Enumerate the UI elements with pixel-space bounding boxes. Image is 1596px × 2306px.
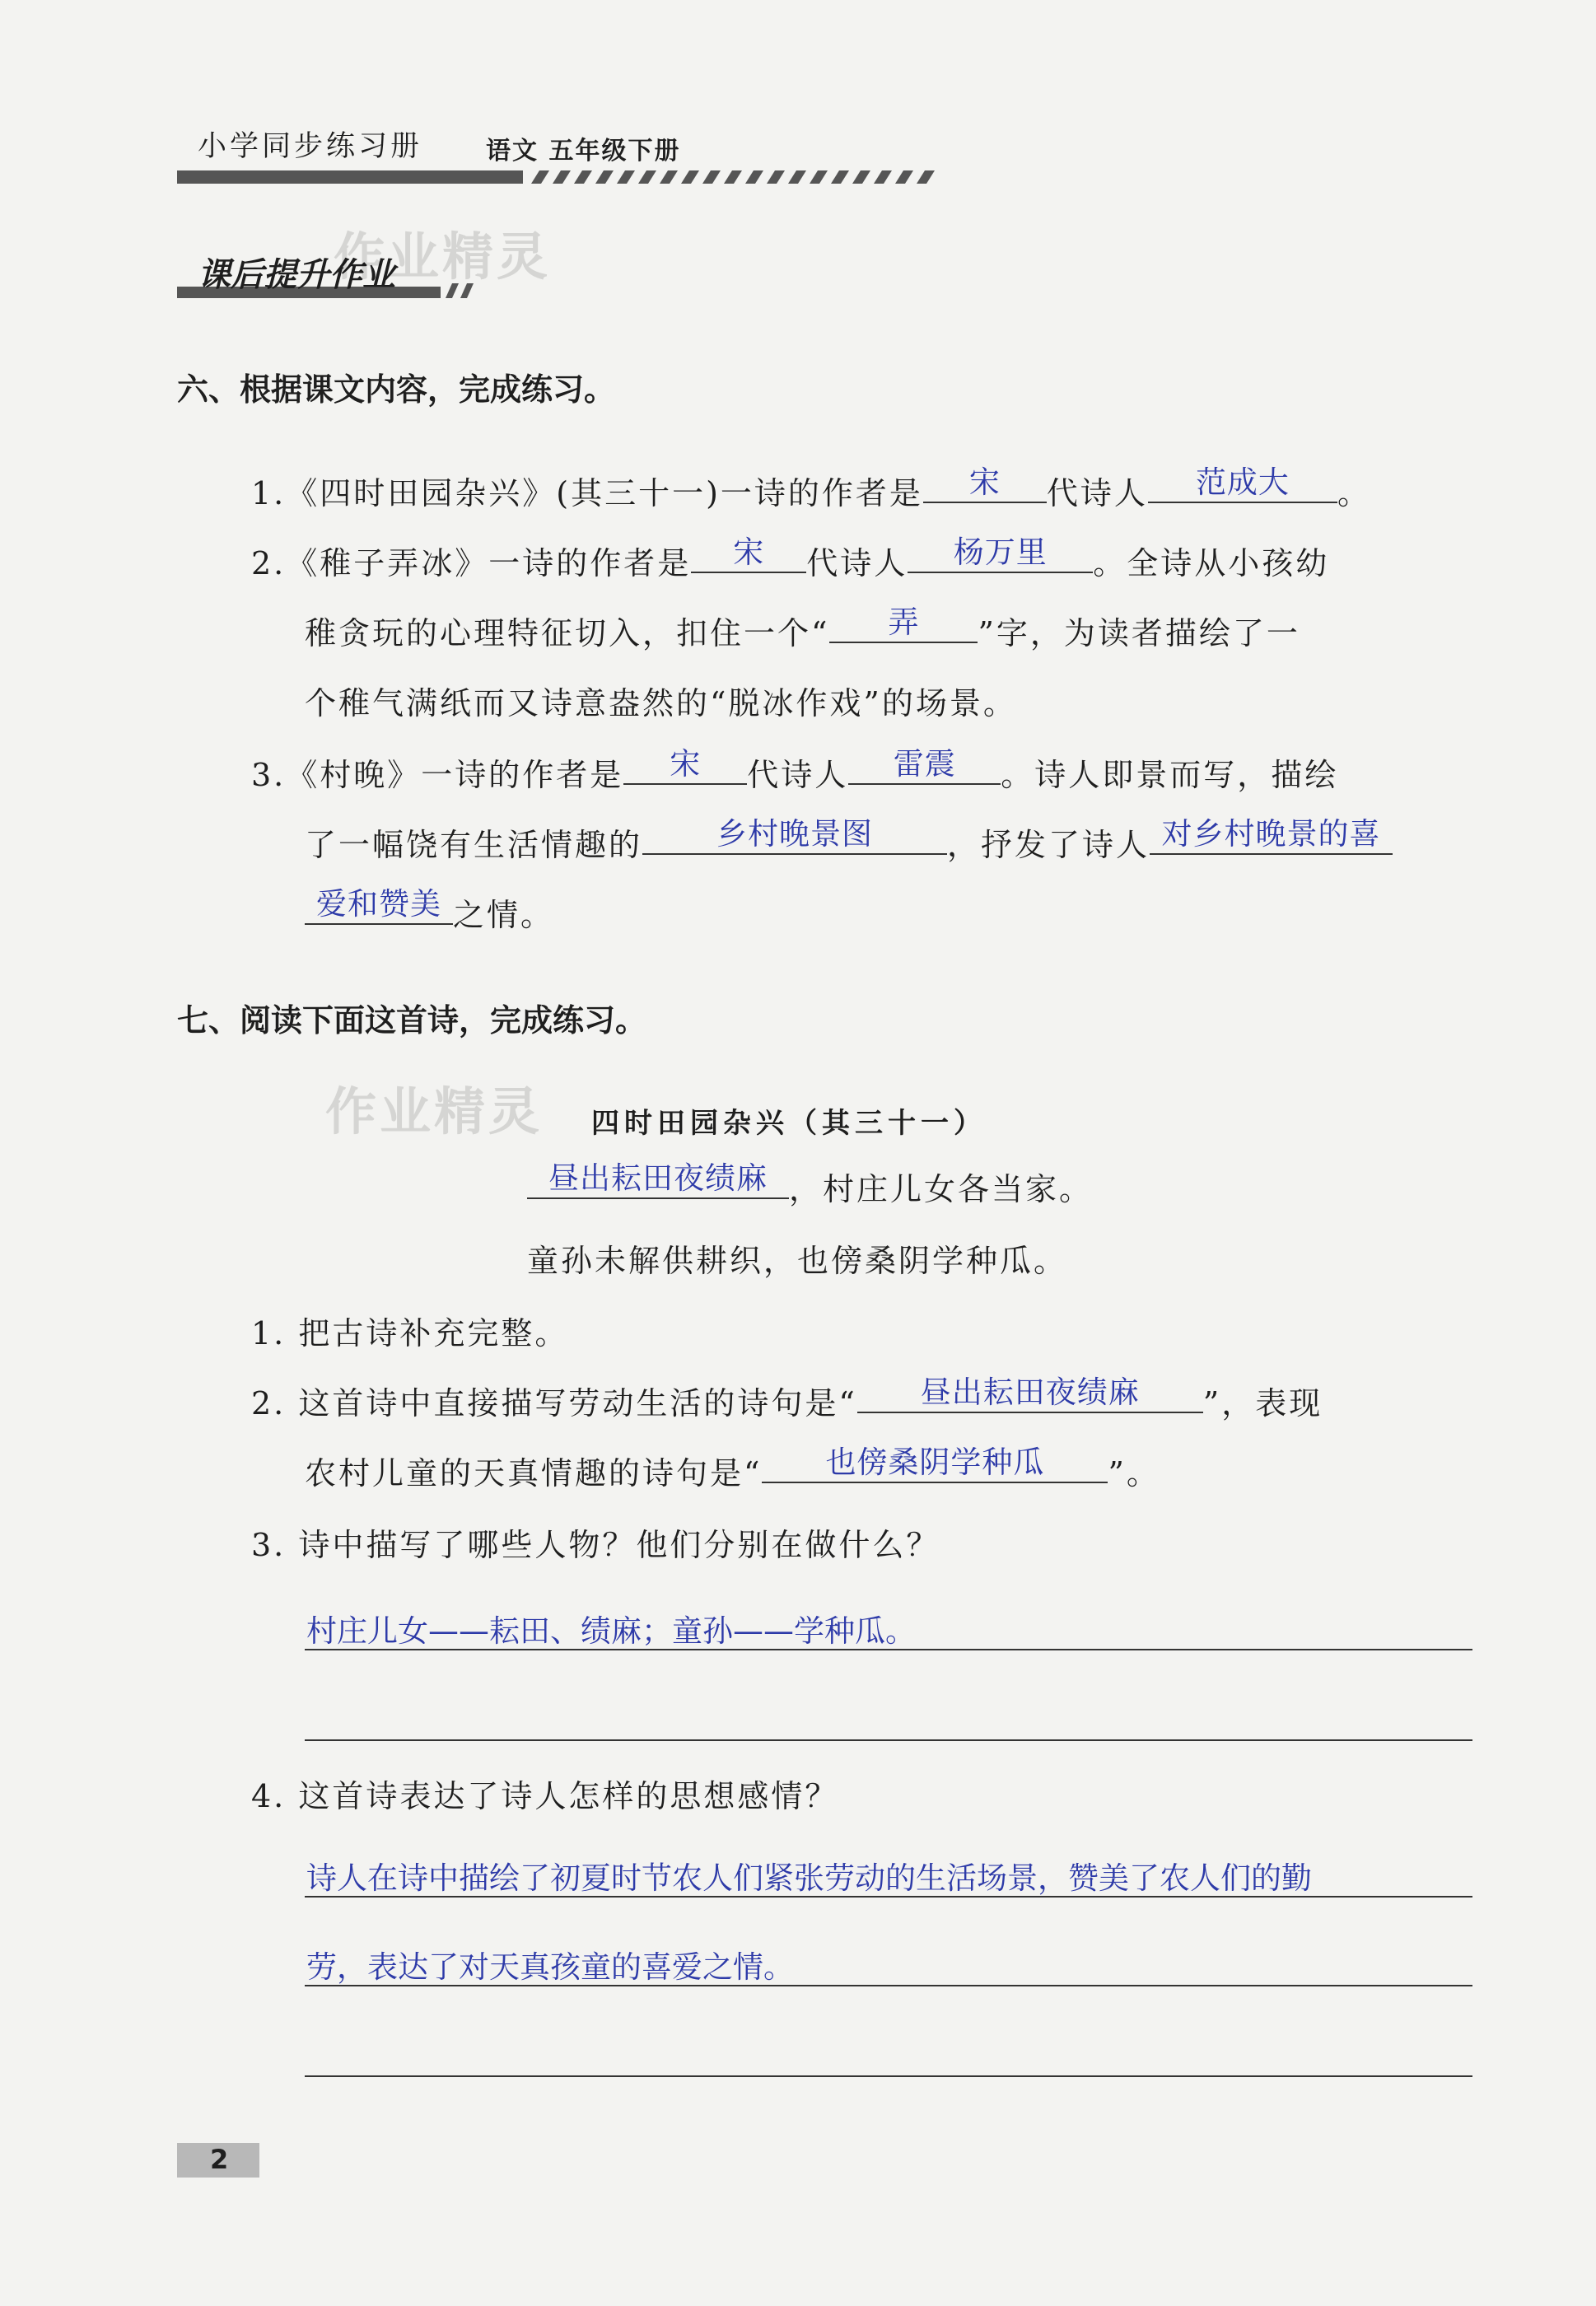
part7-q4-answer-line1: 诗人在诗中描绘了初夏时节农人们紧张劳动的生活场景，赞美了农人们的勤 — [306, 1860, 1312, 1896]
part6-q2-line2: 稚贪玩的心理特征切入，扣住一个“ 弄 ”字，为读者描绘了一 — [305, 605, 1300, 651]
answer-blank[interactable]: 对乡村晚景的喜 — [1150, 820, 1393, 855]
part6-q1: 1.《四时田园杂兴》(其三十一)一诗的作者是 宋 代诗人 范成大 。 — [251, 464, 1371, 511]
poem-line-1: 昼出耘田夜绩麻 ，村庄儿女各当家。 — [527, 1164, 1093, 1209]
part6-q3-line3: 爱和赞美 之情。 — [305, 889, 554, 935]
part7-q1: 1. 把古诗补充完整。 — [251, 1315, 569, 1351]
answer-blank[interactable]: 宋 — [923, 469, 1047, 503]
part6-q3-line2: 了一幅饶有生活情趣的 乡村晚景图 ，抒发了诗人 对乡村晚景的喜 — [305, 819, 1393, 865]
part6-q2-line3: 个稚气满纸而又诗意盎然的“脱冰作戏”的场景。 — [305, 685, 1017, 721]
answer-blank[interactable]: 昼出耘田夜绩麻 — [857, 1379, 1203, 1413]
answer-blank[interactable]: 爱和赞美 — [305, 890, 453, 925]
book-subject: 语文 五年级下册 — [486, 137, 681, 166]
answer-line[interactable] — [305, 1739, 1472, 1741]
watermark-top: 作业精灵 — [334, 226, 552, 287]
answer-blank[interactable]: 雷震 — [848, 750, 1001, 785]
watermark-middle: 作业精灵 — [325, 1081, 544, 1141]
poem-title: 四时田园杂兴（其三十一） — [591, 1107, 987, 1140]
answer-line[interactable] — [305, 1896, 1472, 1898]
part6-heading: 六、根据课文内容，完成练习。 — [177, 371, 616, 408]
answer-line[interactable] — [305, 1649, 1472, 1650]
answer-blank[interactable]: 也傍桑阴学种瓜 — [762, 1449, 1108, 1483]
book-title: 小学同步练习册 — [198, 130, 423, 163]
answer-line[interactable] — [305, 1985, 1472, 1986]
answer-blank[interactable]: 范成大 — [1148, 469, 1337, 503]
part7-q3: 3. 诗中描写了哪些人物？他们分别在做什么？ — [251, 1527, 940, 1563]
answer-blank[interactable]: 宋 — [623, 750, 747, 785]
part7-q2-line1: 2. 这首诗中直接描写劳动生活的诗句是“ 昼出耘田夜绩麻 ”，表现 — [251, 1375, 1323, 1421]
answer-blank[interactable]: 弄 — [829, 609, 978, 643]
part6-q3-line1: 3.《村晚》一诗的作者是 宋 代诗人 雷震 。诗人即景而写，描绘 — [251, 746, 1339, 793]
part7-q4: 4. 这首诗表达了诗人怎样的思想感情？ — [251, 1778, 839, 1814]
answer-blank[interactable]: 杨万里 — [908, 539, 1093, 573]
header-divider — [177, 169, 951, 185]
page-number: 2 — [210, 2144, 229, 2175]
part6-q2-line1: 2.《稚子弄冰》一诗的作者是 宋 代诗人 杨万里 。全诗从小孩幼 — [251, 534, 1330, 581]
part7-q4-answer-line2: 劳，表达了对天真孩童的喜爱之情。 — [306, 1949, 794, 1985]
part7-q3-answer: 村庄儿女——耘田、绩麻；童孙——学种瓜。 — [306, 1613, 916, 1649]
answer-blank[interactable]: 昼出耘田夜绩麻 — [527, 1165, 789, 1199]
poem-line-2: 童孙未解供耕织，也傍桑阴学种瓜。 — [527, 1243, 1068, 1279]
answer-line[interactable] — [305, 2075, 1472, 2077]
answer-blank[interactable]: 乡村晚景图 — [642, 820, 947, 855]
part7-q2-line2: 农村儿童的天真情趣的诗句是“ 也傍桑阴学种瓜 ”。 — [305, 1445, 1160, 1491]
section-title: 课后提升作业 — [198, 256, 395, 294]
part7-heading: 七、阅读下面这首诗，完成练习。 — [177, 1002, 647, 1039]
answer-blank[interactable]: 宋 — [691, 539, 806, 573]
